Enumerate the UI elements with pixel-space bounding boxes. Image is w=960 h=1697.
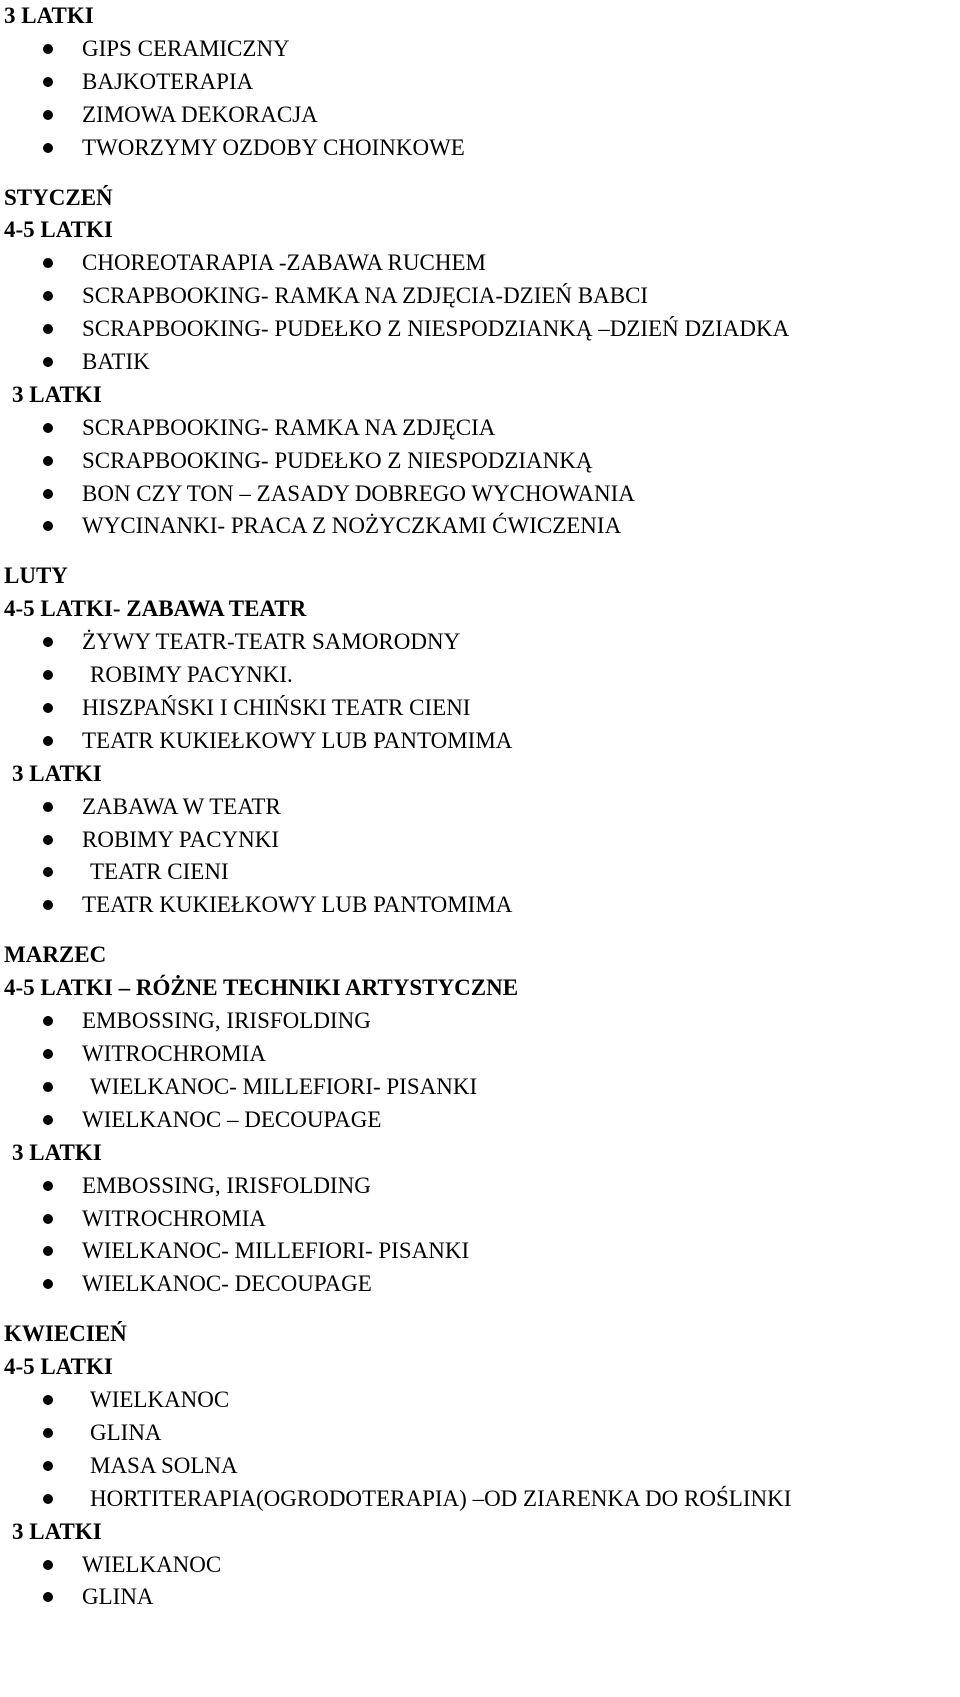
list-item-text: TEATR KUKIEŁKOWY LUB PANTOMIMA xyxy=(82,892,513,917)
age-group-heading-text: 3 LATKI xyxy=(12,1519,102,1544)
month-heading-text: LUTY xyxy=(4,563,68,588)
bullet-icon xyxy=(43,1049,53,1059)
list-item-text: SCRAPBOOKING- PUDEŁKO Z NIESPODZIANKĄ xyxy=(82,448,593,473)
bullet-icon xyxy=(43,44,53,54)
bullet-icon xyxy=(43,423,53,433)
age-group-heading-text: 4-5 LATKI – RÓŻNE TECHNIKI ARTYSTYCZNE xyxy=(4,975,519,1000)
list-item-text: EMBOSSING, IRISFOLDING xyxy=(82,1173,371,1198)
bullet-icon xyxy=(43,703,53,713)
bullet-icon xyxy=(43,357,53,367)
list-item-text: BATIK xyxy=(82,349,150,374)
list-item-text: WIELKANOC xyxy=(82,1552,222,1577)
list-item-text: WIELKANOC – DECOUPAGE xyxy=(82,1107,382,1132)
list-item-text: SCRAPBOOKING- RAMKA NA ZDJĘCIA xyxy=(82,415,496,440)
list-item-text: CHOREOTARAPIA -ZABAWA RUCHEM xyxy=(82,250,486,275)
bullet-icon xyxy=(43,867,53,877)
bullet-icon xyxy=(43,1461,53,1471)
list-item-text: ZABAWA W TEATR xyxy=(82,794,281,819)
month-heading-text: STYCZEŃ xyxy=(4,185,113,210)
bullet-icon xyxy=(43,1494,53,1504)
bullet-icon xyxy=(43,143,53,153)
bullet-icon xyxy=(43,1246,53,1256)
list-item-text: TEATR KUKIEŁKOWY LUB PANTOMIMA xyxy=(82,728,513,753)
list-item-text: EMBOSSING, IRISFOLDING xyxy=(82,1008,371,1033)
age-group-heading-text: 3 LATKI xyxy=(12,382,102,407)
list-item-text: SCRAPBOOKING- RAMKA NA ZDJĘCIA-DZIEŃ BABCI xyxy=(82,283,649,308)
list-item-text: WIELKANOC xyxy=(90,1387,230,1412)
bullet-icon xyxy=(43,1395,53,1405)
bullet-icon xyxy=(43,670,53,680)
bullet-icon xyxy=(43,802,53,812)
list-item-text: TWORZYMY OZDOBY CHOINKOWE xyxy=(82,135,465,160)
list-item-text: BAJKOTERAPIA xyxy=(82,69,254,94)
age-group-heading-text: 4-5 LATKI- ZABAWA TEATR xyxy=(4,596,307,621)
age-group-heading-text: 4-5 LATKI xyxy=(4,217,113,242)
bullet-icon xyxy=(43,521,53,531)
bullet-icon xyxy=(43,1115,53,1125)
bullet-icon xyxy=(43,258,53,268)
list-item-text: GLINA xyxy=(82,1584,154,1609)
list-item-text: WITROCHROMIA xyxy=(82,1041,266,1066)
list-item-text: WYCINANKI- PRACA Z NOŻYCZKAMI ĆWICZENIA xyxy=(82,513,622,538)
bullet-icon xyxy=(43,110,53,120)
list-item-text: HORTITERAPIA(OGRODOTERAPIA) –OD ZIARENKA DO ROŚLINKI xyxy=(90,1486,792,1511)
list-item-text: WIELKANOC- DECOUPAGE xyxy=(82,1271,372,1296)
list-item-text: HISZPAŃSKI I CHIŃSKI TEATR CIENI xyxy=(82,695,471,720)
age-group-heading-text: 3 LATKI xyxy=(12,761,102,786)
list-item-text: MASA SOLNA xyxy=(90,1453,238,1478)
list-item-text: SCRAPBOOKING- PUDEŁKO Z NIESPODZIANKĄ –DZIEŃ DZIADKA xyxy=(82,316,790,341)
bullet-icon xyxy=(43,1592,53,1602)
list-item-text: WITROCHROMIA xyxy=(82,1206,266,1231)
bullet-icon xyxy=(43,900,53,910)
bullet-icon xyxy=(43,1016,53,1026)
bullet-icon xyxy=(43,1214,53,1224)
list-item-text: ROBIMY PACYNKI. xyxy=(90,662,293,687)
bullet-icon xyxy=(43,1279,53,1289)
bullet-icon xyxy=(43,1560,53,1570)
list-item-text: GLINA xyxy=(90,1420,162,1445)
list-item-text: WIELKANOC- MILLEFIORI- PISANKI xyxy=(82,1238,470,1263)
bullet-icon xyxy=(43,324,53,334)
bullet-icon xyxy=(43,489,53,499)
bullet-icon xyxy=(43,1428,53,1438)
list-item-text: TEATR CIENI xyxy=(90,859,229,884)
bullet-icon xyxy=(43,637,53,647)
bullet-icon xyxy=(43,1181,53,1191)
list-item-text: BON CZY TON – ZASADY DOBREGO WYCHOWANIA xyxy=(82,481,635,506)
bullet-icon xyxy=(43,1082,53,1092)
age-group-heading-text: 3 LATKI xyxy=(4,3,94,28)
bullet-icon xyxy=(43,456,53,466)
month-heading-text: KWIECIEŃ xyxy=(4,1321,127,1346)
bullet-icon xyxy=(43,835,53,845)
month-heading-text: MARZEC xyxy=(4,942,107,967)
bullet-icon xyxy=(43,736,53,746)
list-item-text: ŻYWY TEATR-TEATR SAMORODNY xyxy=(82,629,461,654)
bullet-icon xyxy=(43,77,53,87)
age-group-heading-text: 3 LATKI xyxy=(12,1140,102,1165)
age-group-heading-text: 4-5 LATKI xyxy=(4,1354,113,1379)
bullet-icon xyxy=(43,291,53,301)
list-item-text: ROBIMY PACYNKI xyxy=(82,827,280,852)
list-item-text: WIELKANOC- MILLEFIORI- PISANKI xyxy=(90,1074,478,1099)
list-item-text: GIPS CERAMICZNY xyxy=(82,36,290,61)
list-item-text: ZIMOWA DEKORACJA xyxy=(82,102,318,127)
